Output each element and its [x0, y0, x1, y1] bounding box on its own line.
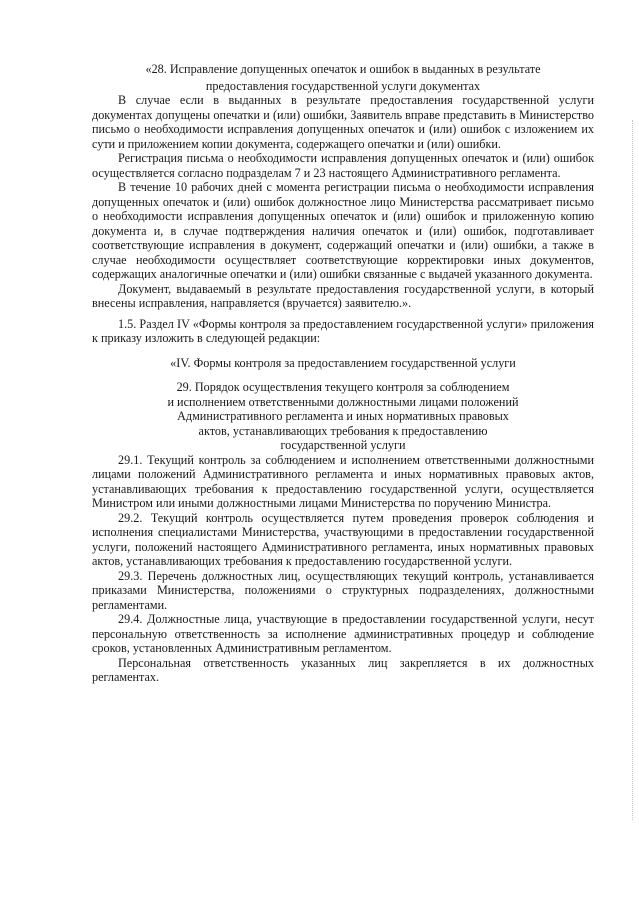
paragraph-29-4: 29.4. Должностные лица, участвующие в предоставлении государственной услуги, несут персональную ответственность за исполнение административных процедур и соблюдение сроков, установленных Административным регламентом. [92, 612, 594, 655]
section-28-paragraph-1: В случае если в выданных в результате предоставления государственной услуги документах допущены опечатки и (или) ошибки, Заявитель вправе представить в Министерство письмо о необходимости исправления допущенных опечаток и (или) ошибок с изложением их сути и приложением копии документа, содержащего опечатки и (или) ошибки. [92, 93, 594, 151]
section-28-paragraph-4: Документ, выдаваемый в результате предоставления государственной услуги, в который внесены исправления, направляется (вручается) заявителю.». [92, 281, 594, 310]
section-29-title-line: государственной услуги [280, 438, 406, 452]
section-29-title [92, 380, 594, 453]
section-28-title-line-1: «28. Исправление допущенных опечаток и ошибок в выданных в результате [145, 62, 541, 76]
section-28-title-line-2: предоставления государственной услуги документах [205, 78, 481, 93]
section-29-title-line: Административного регламента и иных нормативных правовых [177, 409, 509, 423]
section-28-paragraph-3: В течение 10 рабочих дней с момента регистрации письма о необходимости исправления допущенных опечаток и (или) ошибок должностное лицо Министерства рассматривает письмо о необходимости исправления допущенных опечаток и (или) ошибок и приложенную копию документа и, в случае подтверждения наличия опечаток и (или) ошибок, подготавливает соответствующие исправления в документ, содержащий опечатки и (или) ошибки, а также в случае необходимости осуществляет соответствующие корректировки иных документов, содержащих аналогичные опечатки и (или) ошибки связанные с выдачей указанного документа. [92, 180, 594, 281]
paragraph-29-1: 29.1. Текущий контроль за соблюдением и исполнением ответственными должностными лицами положений Административного регламента и иных нормативных правовых актов, устанавливающих требования к предоставлению государственной услуги, осуществляется Министром или иными должностными лицами Министерства по поручению Министра. [92, 452, 594, 510]
section-29-title-line: актов, устанавливающих требования к предоставлению [198, 423, 488, 438]
section-29-title-line: 29. Порядок осуществления текущего контроля за соблюдением [176, 380, 510, 394]
paragraph-29-5: Персональная ответственность указанных лиц закрепляется в их должностных регламентах. [92, 655, 594, 684]
paragraph-29-2: 29.2. Текущий контроль осуществляется путем проведения проверок соблюдения и исполнения специалистами Министерства, участвующими в предоставлении государственной услуги, положений настоящего Административного регламента, иных нормативных правовых актов, устанавливающих требования к предоставлению государственной услуги. [92, 510, 594, 568]
item-1-5-paragraph: 1.5. Раздел IV «Формы контроля за предоставлением государственной услуги» приложения к приказу изложить в следующей редакции: [92, 316, 594, 345]
section-28-paragraph-2: Регистрация письма о необходимости исправления допущенных опечаток и (или) ошибок осуществляется согласно подразделам 7 и 23 настоящего Административного регламента. [92, 151, 594, 180]
scan-edge-line [631, 120, 633, 820]
section-4-heading: «IV. Формы контроля за предоставлением государственной услуги [170, 355, 516, 370]
paragraph-29-3: 29.3. Перечень должностных лиц, осуществляющих текущий контроль, устанавливается приказами Министерства, положениями о структурных подразделениях, должностными регламентами. [92, 568, 594, 612]
document-page [92, 62, 594, 685]
section-29-title-line: и исполнением ответственными должностными лицами положений [167, 394, 519, 409]
